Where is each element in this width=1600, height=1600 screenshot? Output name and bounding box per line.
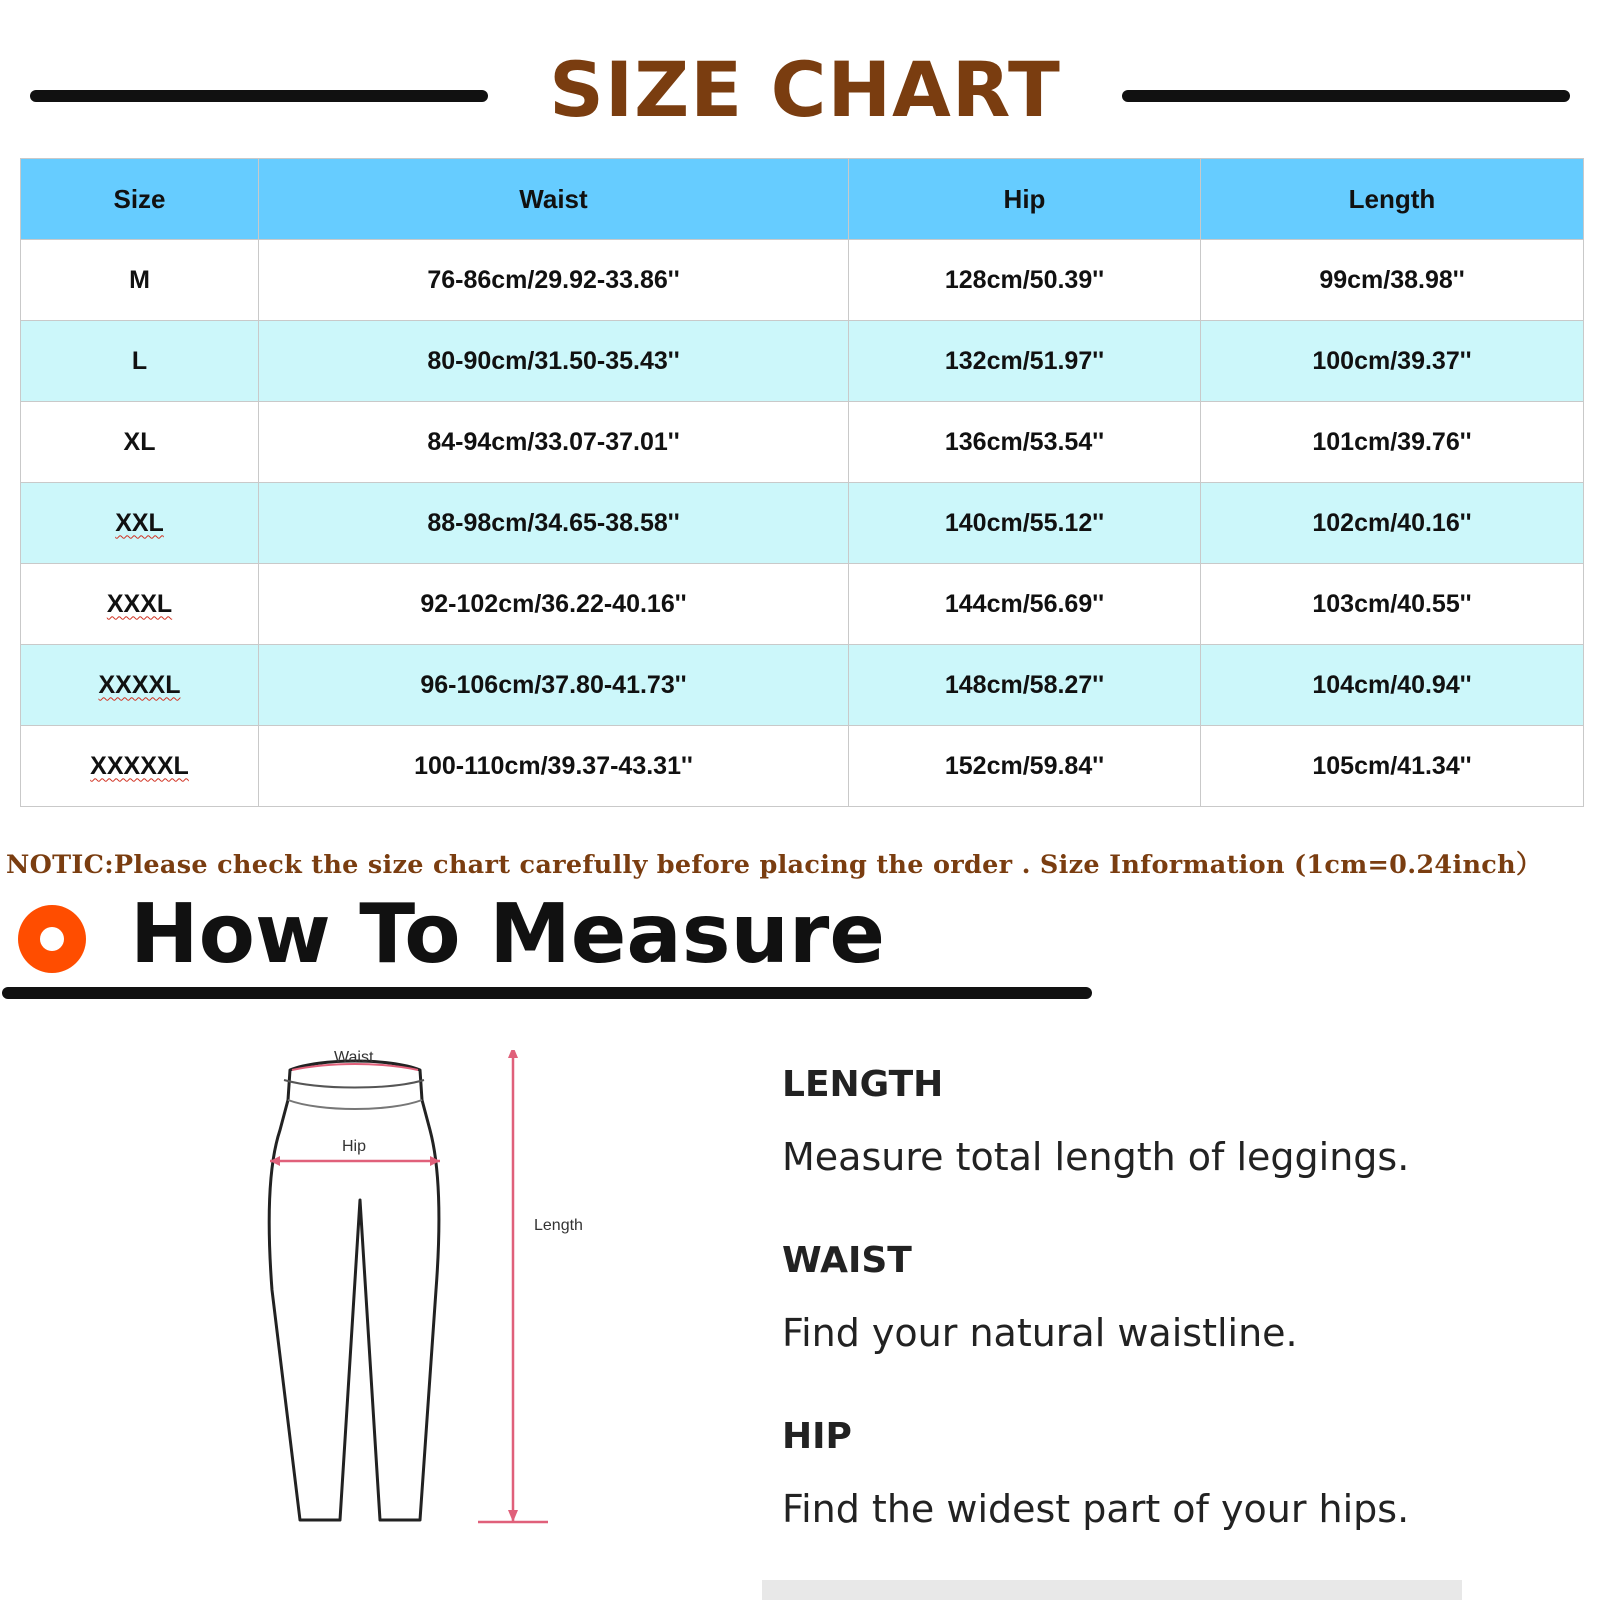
length-label: Length xyxy=(534,1217,583,1234)
size-table xyxy=(20,158,1584,807)
table-row xyxy=(21,240,1584,321)
waist-cell: 100-110cm/39.37-43.31'' xyxy=(259,726,849,807)
section-title: How To Measure xyxy=(130,887,885,982)
table-row xyxy=(21,726,1584,807)
size-cell: XL xyxy=(21,402,259,483)
table-row xyxy=(21,321,1584,402)
table-row xyxy=(21,402,1584,483)
hip-cell: 144cm/56.69'' xyxy=(849,564,1201,645)
column-header-hip: Hip xyxy=(849,159,1201,240)
waist-cell: 96-106cm/37.80-41.73'' xyxy=(259,645,849,726)
hip-cell: 136cm/53.54'' xyxy=(849,402,1201,483)
size-label: XXL xyxy=(115,508,164,537)
waist-cell: 88-98cm/34.65-38.58'' xyxy=(259,483,849,564)
waist-cell: 80-90cm/31.50-35.43'' xyxy=(259,321,849,402)
hip-measure-mark xyxy=(270,1156,440,1166)
size-notice: NOTIC:Please check the size chart carefully before placing the order . Size Information (1cm=0.24inch） xyxy=(6,850,1542,880)
length-cell: 100cm/39.37'' xyxy=(1201,321,1584,402)
size-cell xyxy=(21,645,259,726)
how-to-measure-header xyxy=(0,880,1100,1000)
hip-label: Hip xyxy=(342,1138,367,1155)
column-header-waist: Waist xyxy=(259,159,849,240)
size-chart-header xyxy=(0,40,1600,140)
measure-instructions xyxy=(782,1060,1562,1536)
table-row xyxy=(21,483,1584,564)
hip-cell: 148cm/58.27'' xyxy=(849,645,1201,726)
column-header-length: Length xyxy=(1201,159,1584,240)
size-label: XXXXXL xyxy=(90,751,189,780)
hip-cell: 140cm/55.12'' xyxy=(849,483,1201,564)
hip-cell: 152cm/59.84'' xyxy=(849,726,1201,807)
hip-heading: HIP xyxy=(782,1416,852,1457)
length-cell: 102cm/40.16'' xyxy=(1201,483,1584,564)
size-cell: L xyxy=(21,321,259,402)
hip-cell: 132cm/51.97'' xyxy=(849,321,1201,402)
waist-heading: WAIST xyxy=(782,1240,912,1281)
waist-label: Waist xyxy=(334,1050,374,1066)
leggings-diagram xyxy=(260,1050,600,1570)
table-header-row xyxy=(21,159,1584,240)
section-underline xyxy=(2,987,1092,999)
title-rule-left xyxy=(30,90,488,102)
waist-cell: 84-94cm/33.07-37.01'' xyxy=(259,402,849,483)
table-row xyxy=(21,564,1584,645)
length-heading: LENGTH xyxy=(782,1064,944,1105)
waist-cell: 76-86cm/29.92-33.86'' xyxy=(259,240,849,321)
length-cell: 101cm/39.76'' xyxy=(1201,402,1584,483)
page-title: SIZE CHART xyxy=(549,45,1061,134)
size-cell: M xyxy=(21,240,259,321)
length-measure-mark xyxy=(478,1050,548,1522)
table-row xyxy=(21,645,1584,726)
size-cell xyxy=(21,564,259,645)
waist-cell: 92-102cm/36.22-40.16'' xyxy=(259,564,849,645)
hip-cell: 128cm/50.39'' xyxy=(849,240,1201,321)
waist-description: Find your natural waistline. xyxy=(782,1311,1298,1355)
size-cell xyxy=(21,726,259,807)
size-label: XXXXL xyxy=(98,670,181,699)
column-header-size: Size xyxy=(21,159,259,240)
title-rule-right xyxy=(1122,90,1570,102)
length-cell: 104cm/40.94'' xyxy=(1201,645,1584,726)
size-cell xyxy=(21,483,259,564)
leggings-outline xyxy=(269,1061,439,1520)
bottom-shade xyxy=(762,1580,1462,1600)
length-cell: 105cm/41.34'' xyxy=(1201,726,1584,807)
length-cell: 103cm/40.55'' xyxy=(1201,564,1584,645)
ring-bullet-icon xyxy=(18,905,86,973)
length-cell: 99cm/38.98'' xyxy=(1201,240,1584,321)
size-label: XXXL xyxy=(106,589,173,618)
length-description: Measure total length of leggings. xyxy=(782,1135,1410,1179)
hip-description: Find the widest part of your hips. xyxy=(782,1487,1410,1531)
